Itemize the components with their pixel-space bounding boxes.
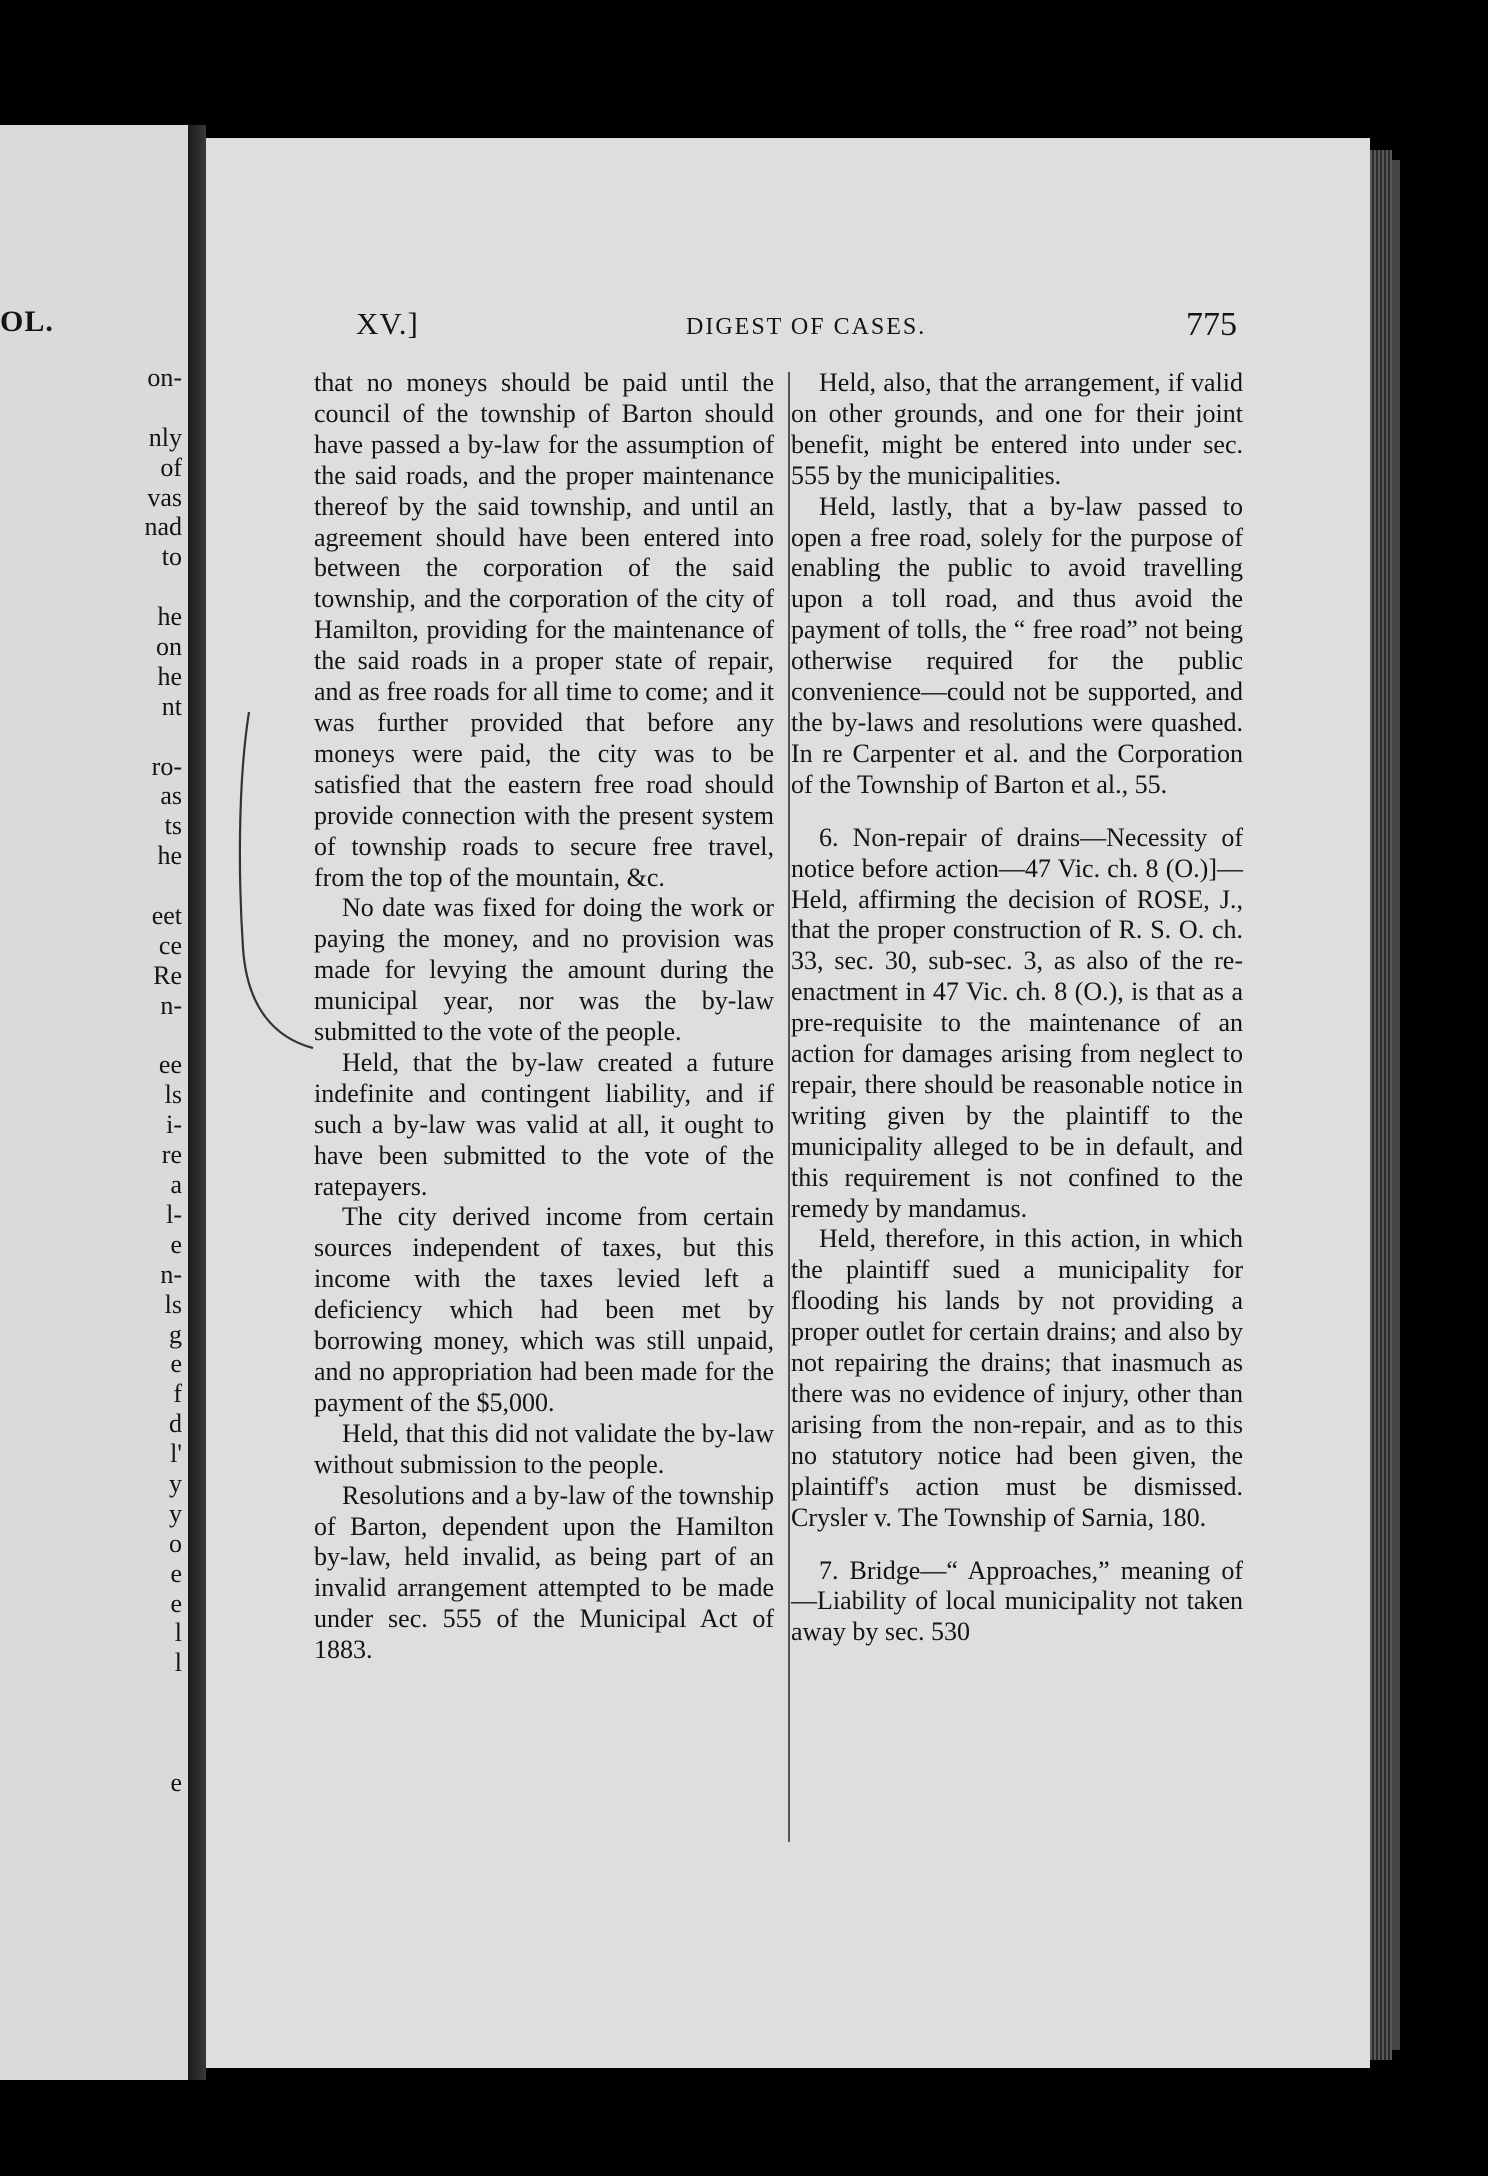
previous-page-fragment: f bbox=[173, 1379, 182, 1409]
previous-page-fragment bbox=[0, 1678, 182, 1708]
paragraph: Held, also, that the arrangement, if valid on other grounds, and one for their joint benefit, might be entered into under sec. 555 by the municipalities. bbox=[791, 368, 1243, 490]
previous-page-fragment: e bbox=[170, 1349, 182, 1379]
paragraph: No date was fixed for doing the work or paying the money, and no provision was made for levying the amount during the municipal year, nor was the by-law submitted to the vote of the people. bbox=[314, 893, 774, 1047]
handwritten-bracket-mark bbox=[235, 708, 315, 1068]
previous-page-fragment: o bbox=[169, 1528, 182, 1558]
volume-marker: XV.] bbox=[356, 306, 419, 341]
previous-page-fragment: l- bbox=[166, 1199, 182, 1229]
previous-page-fragments bbox=[0, 363, 182, 1798]
paragraph: The city derived income from certain sources independent of taxes, but this income with the taxes levied left a deficiency which had been met by borrowing money, which was still unpaid, and no appropriation had been made for the payment of the $5,000. bbox=[314, 1202, 774, 1417]
paragraph: 6. Non-repair of drains—Necessity of notice before action—47 Vic. ch. 8 (O.)]—Held, affirming the decision of ROSE, J., that the proper construction of R. S. O. ch. 33, sec. 30, sub-sec. 3, as also of the re-enactment in 47 Vic. ch. 8 (O.), is that as a pre-requisite to the maintenance of an action for damages arising from neglect to repair, there should be reasonable notice in writing given by the plaintiff to the municipality alleged to be in default, and this requirement is not confined to the remedy by mandamus. bbox=[791, 822, 1243, 1223]
previous-page-fragment: l bbox=[174, 1618, 182, 1648]
previous-page-fragment: ts bbox=[164, 811, 182, 841]
previous-page-fragment: a bbox=[170, 1170, 182, 1200]
page-number: 775 bbox=[1186, 306, 1237, 343]
previous-page-fragment: y bbox=[169, 1498, 182, 1528]
previous-page-fragment: vas bbox=[147, 482, 182, 512]
right-column bbox=[791, 368, 1243, 1648]
previous-page-fragment: Re bbox=[153, 960, 182, 990]
previous-page-fragment: on bbox=[156, 632, 182, 662]
paragraph: 7. Bridge—“ Approaches,” meaning of—Liability of local municipality not taken away by sec. 530 bbox=[791, 1555, 1243, 1647]
previous-page-fragment bbox=[0, 1021, 182, 1051]
previous-page-fragment: ro- bbox=[151, 751, 182, 781]
previous-page-fragment: n- bbox=[160, 1259, 182, 1289]
previous-page-header: OL. bbox=[0, 305, 54, 338]
previous-page-fragment: ee bbox=[158, 1050, 182, 1080]
book-cover-edge bbox=[1392, 160, 1400, 2050]
page-stack-edge bbox=[1370, 150, 1392, 2060]
paragraph: Held, that this did not validate the by-law without submission to the people. bbox=[314, 1418, 774, 1479]
previous-page bbox=[0, 125, 188, 2080]
previous-page-fragment: on- bbox=[147, 363, 182, 392]
paragraph: that no moneys should be paid until the council of the township of Barton should have passed a by-law for the assumption of the said roads, and the proper maintenance thereof by the said township, and until an agreement should have been entered into between the corporation of the said township, and the corporation of the city of Hamilton, providing for the maintenance of the said roads in a proper state of repair, and as free roads for all time to come; and it was further provided that before any moneys were paid, the city was to be satisfied that the eastern free road should provide connection with the present system of township roads to secure free travel, from the top of the mountain, &c. bbox=[314, 368, 774, 892]
previous-page-fragment: eet bbox=[151, 901, 182, 931]
previous-page-fragment: nly bbox=[148, 422, 182, 452]
previous-page-fragment: l bbox=[174, 1648, 182, 1678]
paragraph: Held, therefore, in this action, in which the plaintiff sued a municipality for flooding his lands by not providing a proper outlet for certain drains; and also by not repairing the drains; that inasmuch as there was no evidence of injury, other than arising from the non-repair, and as to this no statutory notice had been given, the plaintiff's action must be dismissed. Crysler v. The Township of Sarnia, 180. bbox=[791, 1224, 1243, 1532]
previous-page-fragment: nt bbox=[161, 691, 182, 721]
previous-page-fragment: n- bbox=[160, 990, 182, 1020]
previous-page-fragment: nad bbox=[144, 512, 182, 542]
previous-page-fragment bbox=[0, 722, 182, 752]
previous-page-fragment: e bbox=[170, 1229, 182, 1259]
book-gutter bbox=[188, 125, 206, 2080]
previous-page-fragment bbox=[0, 393, 182, 423]
previous-page-fragment: e bbox=[170, 1558, 182, 1588]
previous-page-fragment: y bbox=[169, 1468, 182, 1498]
previous-page-fragment: to bbox=[161, 542, 182, 572]
previous-page-fragment: l' bbox=[170, 1439, 182, 1469]
previous-page-fragment: ce bbox=[158, 930, 182, 960]
running-title: DIGEST OF CASES. bbox=[686, 314, 927, 340]
paragraph: Held, lastly, that a by-law passed to open a free road, solely for the purpose of enabling the public to avoid travelling upon a toll road, and thus avoid the payment of tolls, the “ free road” not being otherwise required for the public convenience—could not be supported, and the by-laws and resolutions were quashed. In re Carpenter et al. and the Corporation of the Township of Barton et al., 55. bbox=[791, 491, 1243, 799]
previous-page-fragment: ls bbox=[164, 1080, 182, 1110]
book-page bbox=[206, 138, 1370, 2068]
paragraph: Held, that the by-law created a future indefinite and contingent liability, and if such a by-law was valid at all, it ought to have been submitted to the vote of the ratepayers. bbox=[314, 1047, 774, 1201]
column-divider bbox=[788, 372, 790, 1842]
previous-page-fragment: re bbox=[161, 1140, 182, 1170]
previous-page-fragment: he bbox=[157, 602, 182, 632]
previous-page-fragment: as bbox=[160, 781, 182, 811]
previous-page-fragment bbox=[0, 1738, 182, 1768]
previous-page-fragment: g bbox=[169, 1319, 182, 1349]
left-column bbox=[314, 368, 774, 1666]
previous-page-fragment: d bbox=[169, 1409, 182, 1439]
previous-page-fragment: ls bbox=[164, 1289, 182, 1319]
previous-page-fragment: e bbox=[170, 1767, 182, 1797]
previous-page-fragment: e bbox=[170, 1588, 182, 1618]
previous-page-fragment: of bbox=[160, 452, 182, 482]
previous-page-fragment: he bbox=[157, 661, 182, 691]
previous-page-fragment: i- bbox=[166, 1110, 182, 1140]
previous-page-fragment bbox=[0, 1708, 182, 1738]
paragraph: Resolutions and a by-law of the township of Barton, dependent upon the Hamilton by-law, held invalid, as being part of an invalid arrangement attempted to be made under sec. 555 of the Municipal Act of 1883. bbox=[314, 1480, 774, 1665]
previous-page-fragment bbox=[0, 871, 182, 901]
previous-page-fragment bbox=[0, 572, 182, 602]
previous-page-fragment: he bbox=[157, 841, 182, 871]
